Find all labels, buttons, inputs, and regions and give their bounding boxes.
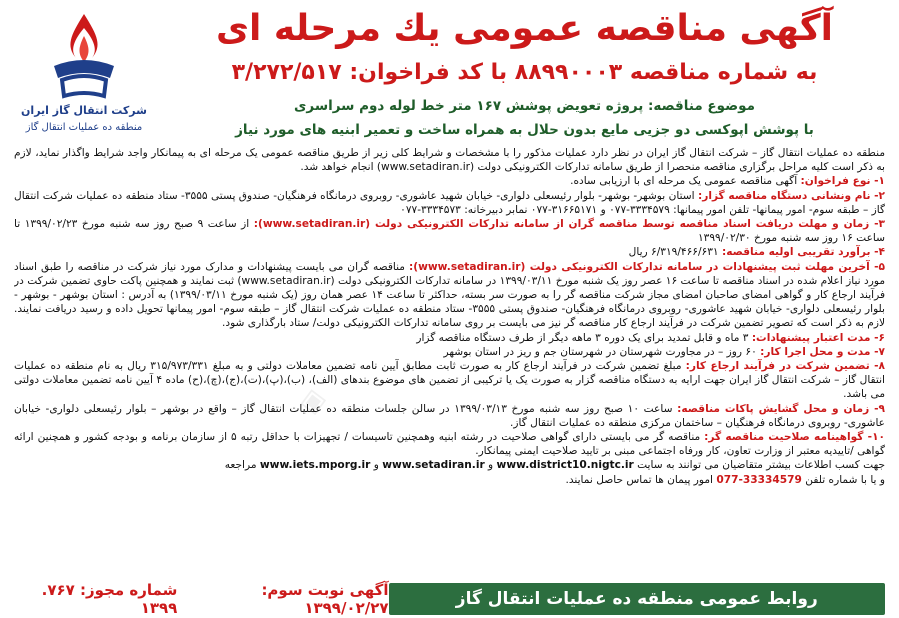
item-heading: ۸- تضمین شرکت در فرآیند ارجاع کار: [685,360,885,373]
tender-number: به شماره مناقصه ۸۸۹۹۰۰۰۳ با کد فراخوان: ۳/۲۷۲/۵۱۷ [231,60,818,85]
item-text: آگهی مناقصه عمومی یک مرحله ای با ارزیابی ساده. [570,175,801,188]
item-9 [14,402,885,430]
notice-body [14,146,885,571]
item-1 [14,174,885,188]
notice-footer [14,583,885,615]
item-text: ۶۰ روز – در مجاورت شهرستان در شهرستان جم و ریز در استان بوشهر [443,345,761,358]
permit-number: شماره مجوز: ۷۶۷. ۱۳۹۹ [41,581,178,617]
notice-title: آگهی مناقصه عمومی یك مرحله ای [215,8,834,49]
item-text: ۳ ماه و قابل تمدید برای یک دوره ۳ ماهه دیگر از طرف دستگاه مناقصه گزار [416,331,752,344]
item-heading: ۲- نام ونشانی دستگاه مناقصه گزار: [698,189,885,202]
item-8 [14,359,885,402]
public-relations-banner: روابط عمومی منطقه ده عملیات انتقال گاز [389,583,885,615]
item-heading: ۱۰- گواهینامه صلاحیت مناقصه گر: [704,431,885,444]
item-10 [14,430,885,458]
district10-link[interactable]: www.district10.nigtc.ir [496,459,634,472]
item-text: استان بوشهر- بوشهر- بلوار رئیسعلی دلواری- خیابان شهید عاشوری- روبروی درمانگاه فرهنگیان- صندوق پستی ۳۵۵۵- ستاد منطقه ده عملیات شرکت انتقال گاز – طبقه سوم- امور پیمانها- تلفن امور پیمانها: ۳۳۳۴۵۷۹-۰۷۷ و ۳۱۶۶۵۱۷۱-۰۷۷ نمابر دبیرخانه: ۳۳۳۴۵۷۳-۰۷۷ [14,189,885,216]
subject-line-2: با پوشش اپوکسی دو جزیی مایع بدون حلال به همراه ساخت و تعمیر ابنیه های مورد نیاز [235,122,814,138]
closing-line-1: جهت کسب اطلاعات بیشتر متقاضیان می توانند به سایت www.district10.nigtc.ir و www.setadiran.ir و www.iets.mporg.ir مراجعه [224,459,885,472]
item-6 [14,331,885,345]
logo-caption-1: شرکت انتقال گاز ایران [21,104,147,117]
item-heading: ۳- زمان و مهلت دریافت اسناد مناقصه توسط مناقصه گران از سامانه تدارکات الکترونیکی دولت (www.setadiran.ir): [253,218,885,231]
item-heading: ۱- نوع فراخوان: [800,175,885,188]
item-heading: ۷- مدت و محل اجرا کار: [760,345,885,358]
item-5 [14,260,885,331]
item-7 [14,345,885,359]
item-heading: ۹- زمان و محل گشایش پاکات مناقصه: [677,402,885,415]
intro-paragraph: منطقه ده عملیات انتقال گاز – شرکت انتقال گاز ایران در نظر دارد عملیات مذکور را با مشخصات و شرایط کلی زیر از طریق مناقصه عمومی یک مرحله ای به پیمانکار واجد شرایط واگذار نماید، لازم به ذکر است کلیه مراحل برگزاری مناقصه منحصرا از طریق سامانه تدارکات الکترونیکی دولت (www.setadiran.ir) انجام خواهد شد. [14,147,885,174]
phone-suffix: امور پیمان ها تماس حاصل نمایند. [565,473,714,486]
item-text: ۶/۳۱۹/۴۶۶/۶۳۱ ریال [628,246,722,259]
item-text: مناقصه گر می بایستی دارای گواهی صلاحیت در رشته ابنیه وهمچنین تاسیسات / تجهیزات با حداقل رتبه ۵ از سازمان برنامه و بودجه کشور و همچنین ارائه گواهی /تاییدیه معتبر از وزارت تعاون، کار ورفاه اجتماعی مبنی بر تایید صلاحیت ایمنی پیمانکار. [14,431,885,458]
item-2 [14,189,885,217]
item-4 [14,245,885,259]
item-heading: ۴- برآورد تقریبی اولیه مناقصه: [722,246,885,259]
item-text: مبلغ تضمین شرکت در فرآیند ارجاع کار به صورت ثابت مطابق آیین نامه تضمین معاملات دولتی و به مبلغ ۳۱۵/۹۷۳/۳۳۱ ریال به نام منطقه ده عملیات انتقال گاز – شرکت انتقال گاز ایران جهت ارایه به دستگاه مناقصه گزار به صورت یک یا ترکیبی از تضمین های موضوع بندهای (الف)، (ب)،(پ)،(ت)،(ج)،(چ)،(ح) ماده ۴ آیین نامه تضمین معاملات دولتی می باشد. [14,360,885,401]
tender-subject [170,94,879,142]
item-text: مناقصه گران می بایست پیشنهادات و مدارک مورد نیاز شرکت در مناقصه را طبق اسناد مورد نیاز اعلام شده در اسناد مناقصه تا ساعت ۱۶ عصر روز یک شنبه مورخ ۱۳۹۹/۰۳/۱۱ در سامانه تدارکات الکترونیکی دولت (www.setadiran.ir) ثبت نمایند و همچنین پاکت حاوی تضمین شرکت در فرآیند ارجاع کار و گواهی امضای صاحبان امضای مجاز شرکت مناقصه گر را به صورت سر بسته، حداکثر تا ساعت ۱۴ عصر همان روز (یک شنبه مورخ ۱۳۹۹/۰۳/۱۱) به آدرس : استان بوشهر - بوشهر - بلوار رئیسعلی دلواری- خیابان شهید عاشوری- روبروی درمانگاه فرهنگیان- صندوق پستی ۳۵۵۵- ستاد منطقه ده عملیات شرکت انتقال گاز – طبقه سوم- امور پیمانها تحویل داده و رسید دریافت نمایند. لازم به ذکر است که تصویر تضمین شرکت در فرآیند ارجاع کار مناقصه گر نیز می بایست بر روی سامانه تدارکات الکترونیکی دولت/ ستاد بارگذاری شود. [14,260,885,330]
item-3 [14,217,885,245]
closing-suffix: مراجعه [224,459,257,472]
flame-emblem-icon [18,6,150,138]
notice-meta [14,583,389,615]
setadiran-link[interactable]: www.setadiran.ir [382,459,485,472]
item-heading: ۶- مدت اعتبار پیشنهادات: [751,331,885,344]
subject-line-1: موضوع مناقصه: پروژه تعویض پوشش ۱۶۷ متر خط لوله دوم سراسری [294,98,755,114]
phone-prefix: و یا با شماره تلفن [805,473,885,486]
company-logo [18,6,150,138]
item-text: ساعت ۱۰ صبح روز سه شنبه مورخ ۱۳۹۹/۰۳/۱۳ در سالن جلسات منطقه ده عملیات انتقال گاز – واقع در بوشهر – بلوار رئیسعلی دلواری- خیابان عاشوری- روبروی درمانگاه فرهنگیان – ساختمان مرکزی منطقه ده عملیات انتقال گاز. [14,402,885,429]
watermark: ◈ [297,378,329,422]
item-heading: ۵- آخرین مهلت ثبت پیشنهادات در سامانه تدارکات الکترونیکی دولت (www.setadiran.ir): [409,260,885,273]
closing-line-2 [14,473,885,487]
closing-prefix: جهت کسب اطلاعات بیشتر متقاضیان می توانند به سایت [637,459,885,472]
logo-caption-2: منطقه ده عملیات انتقال گاز [25,122,143,133]
notice-turn: آگهی نوبت سوم: ۱۳۹۹/۰۲/۲۷ [261,581,389,617]
item-text: از ساعت ۹ صبح روز سه شنبه مورخ ۱۳۹۹/۰۲/۲۳ تا ساعت ۱۶ روز سه شنبه مورخ ۱۳۹۹/۰۲/۳۰ [14,218,885,245]
contact-phone: 33334579-077 [716,473,802,486]
iets-link[interactable]: www.iets.mporg.ir [259,459,371,472]
